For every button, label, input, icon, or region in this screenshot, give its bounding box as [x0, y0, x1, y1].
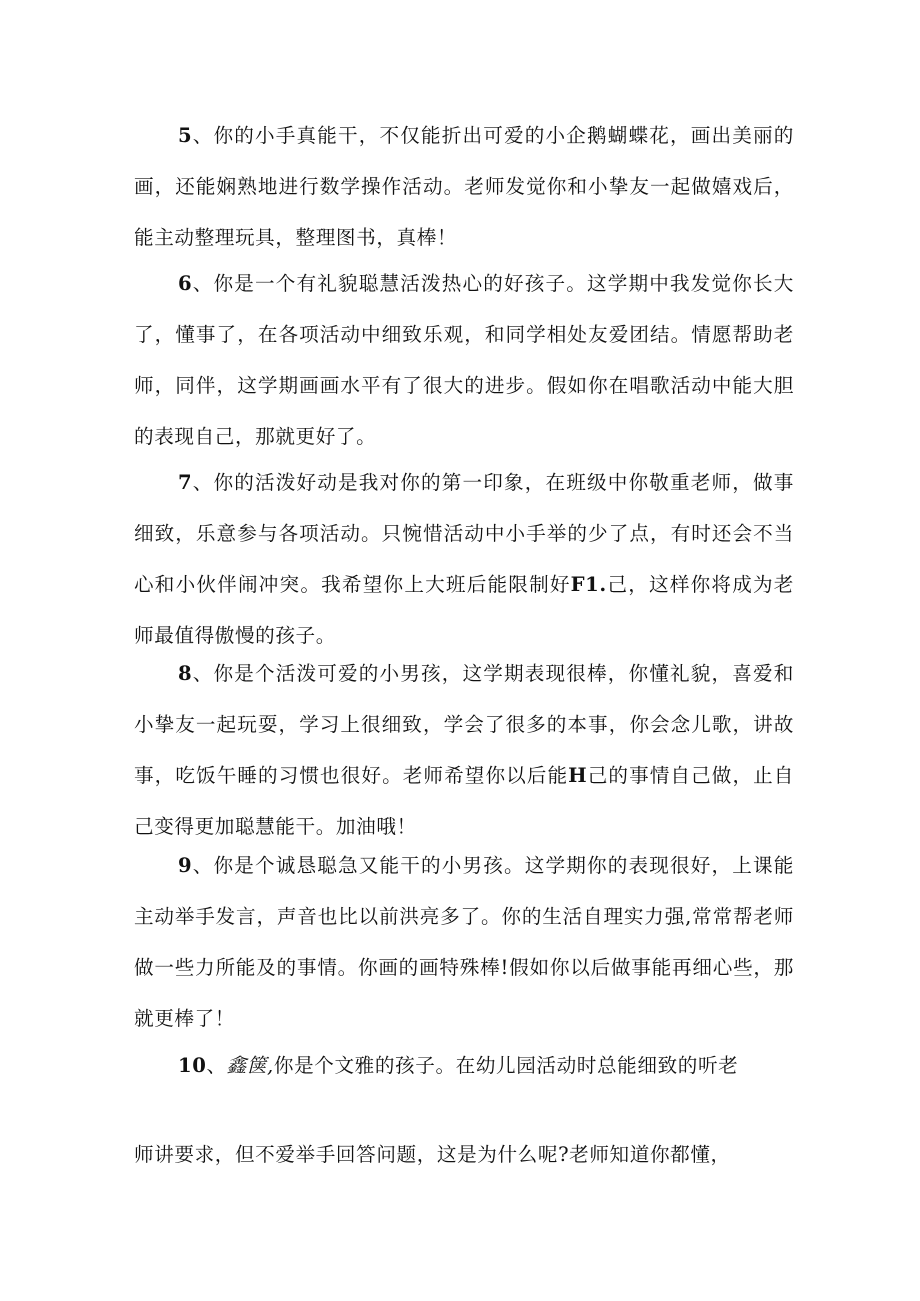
paragraph-6	[134, 258, 794, 462]
student-name: 鑫箧,	[226, 1054, 274, 1077]
paragraph-number: 10	[178, 1054, 207, 1077]
paragraph-text: 、你是一个有礼貌聪慧活泼热心的好孩子。这学期中我发觉你长大了，懂事了，在各项活动中细致乐观，和同学相处友爱团结。情愿帮助老师，同伴，这学期画画水平有了很大的进步。假如你在唱歌活动中能大胆的表现自己，那就更好了。	[134, 272, 794, 448]
paragraph-number: 9	[178, 854, 193, 877]
paragraph-text: 你是个文雅的孩子。在幼儿园活动时总能细致的听老	[273, 1054, 739, 1077]
paragraph-9	[134, 840, 794, 1044]
paragraph-prefix: 、	[206, 1054, 227, 1077]
paragraph-number: 7	[178, 471, 193, 494]
paragraph-number: 6	[178, 272, 193, 295]
paragraph-text-end: 己，这样你将成为老师最值得傲慢的孩子。	[134, 573, 794, 647]
paragraph-7	[134, 457, 794, 661]
paragraph-text: 、你的活泼好动是我对你的第一印象，在班级中你敬重老师，做事细致，乐意参与各项活动。只惋惜活动中小手举的少了点，有时还会不当心和小伙伴闹冲突。我希望你上大班后能限制好	[134, 471, 794, 596]
bold-fragment: F1.	[570, 573, 607, 596]
paragraph-number: 8	[178, 662, 193, 685]
paragraph-10	[134, 1040, 794, 1091]
paragraph-text-end: 己的事情自己做，止自己变得更加聪慧能干。加油哦！	[134, 764, 794, 838]
paragraph-10-continuation: 师讲要求，但不爱举手回答问题，这是为什么呢?老师知道你都懂，	[134, 1143, 731, 1166]
paragraph-text: 、你的小手真能干，不仅能折出可爱的小企鹅蝴蝶花，画出美丽的画，还能娴熟地进行数学操作活动。老师发觉你和小挚友一起做嬉戏后，能主动整理玩具，整理图书，真棒！	[134, 124, 794, 249]
paragraph-text: 、你是个诚恳聪急又能干的小男孩。这学期你的表现很好，上课能主动举手发言，声音也比以前洪亮多了。你的生活自理实力强,常常帮老师做一些力所能及的事情。你画的画特殊棒!假如你以后做事能再细心些，那就更棒了！	[134, 854, 794, 1030]
bold-fragment: H	[568, 764, 588, 787]
paragraph-8	[134, 648, 794, 852]
paragraph-number: 5	[178, 124, 193, 147]
paragraph-5	[134, 110, 794, 263]
paragraph-text: 、你是个活泼可爱的小男孩，这学期表现很棒，你懂礼貌，喜爱和小挚友一起玩耍，学习上很细致，学会了很多的本事，你会念儿歌，讲故事，吃饭午睡的习惯也很好。老师希望你以后能	[134, 662, 794, 787]
